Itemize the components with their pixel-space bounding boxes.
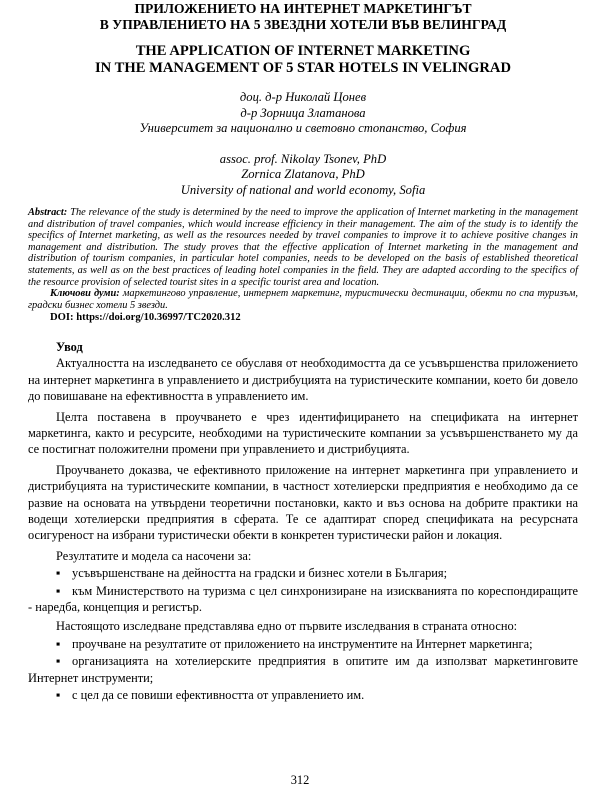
list-item-text: към Министерството на туризма с цел синхронизиране на изискванията по кореспондиращите - наредба, концепция и регистър. — [28, 583, 578, 615]
list-item-text: с цел да се повиши ефективността от управлението им. — [72, 688, 365, 703]
bullet-icon: ▪ — [56, 583, 61, 598]
keywords-label: Ключови думи: — [50, 288, 120, 300]
list-item-text: организацията на хотелиерските предприятия в опитите им да използват маркетинговите Интернет инструменти; — [28, 654, 578, 685]
authors-bulgarian — [28, 90, 578, 137]
affiliation-en: University of national and world economy, Sofia — [180, 182, 426, 197]
paragraph: Настоящото изследване представлява едно от първите изследвания в страната относно: — [56, 619, 518, 634]
list-item — [28, 653, 578, 686]
bullet-icon: ▪ — [56, 566, 61, 581]
paragraph: Актуалността на изследването се обуславя от необходимостта да се усъвършенства приложението на интернет маркетинга в управлението и дистрибуцията на туристическите компании, което би довело до повишаване на ефективността в управлението им. — [28, 356, 578, 404]
paragraph: Проучването доказва, че ефективното приложение на интернет маркетинга при управлението и дистрибуцията на туристическите компании, в частност хотелиерски предприятия е необходимо да се развие на основата на утвърдени теоретични постановки, както и въз основа на добрите практики на водещи хотелиерски предприятия в сферата. Те се адаптират според спецификата на ресурсната осигуреност на избрани туристически обекти в конкретен туристически район и локация. — [28, 462, 578, 543]
list-item-text: усъвършенстване на дейността на градски и бизнес хотели в България; — [72, 566, 448, 581]
title-bg-line-2: В УПРАВЛЕНИЕТО НА 5 ЗВЕЗДНИ ХОТЕЛИ ВЪВ ВЕЛИНГРАД — [99, 17, 507, 32]
author-en-2: Zornica Zlatanova, PhD — [241, 167, 365, 181]
bullet-icon: ▪ — [56, 636, 61, 651]
page-number: 312 — [290, 773, 310, 787]
section-title: Увод — [56, 340, 83, 355]
title-en-line-1: THE APPLICATION OF INTERNET MARKETING — [135, 43, 471, 59]
authors-english — [28, 152, 578, 199]
affiliation-bg: Университет за национално и световно стопанство, София — [139, 121, 467, 135]
keywords-text: маркетингово управление, интернет маркетинг, туристически дестинации, обекти по спа туризъм, градски бизнес хотели 5 звезди. — [28, 288, 578, 311]
title-bulgarian — [28, 1, 578, 33]
author-bg-1: доц. д-р Николай Цонев — [239, 90, 367, 104]
title-en-line-2: IN THE MANAGEMENT OF 5 STAR HOTELS IN VELINGRAD — [95, 60, 511, 76]
keywords — [28, 288, 578, 311]
bullet-icon: ▪ — [56, 654, 61, 669]
author-bg-2: д-р Зорница Златанова — [240, 105, 366, 120]
paragraph: Целта поставена в проучването е чрез идентифицирането на спецификата на интернет маркетинга, както и ресурсите, необходими на туристическите компании за усъвършенстването му да се постигнат положителни промени при управлението и дистрибуцията. — [28, 409, 578, 457]
abstract-label: Abstract: — [28, 207, 68, 218]
author-en-1: assoc. prof. Nikolay Tsonev, PhD — [219, 151, 387, 166]
list-item — [28, 583, 578, 616]
doi: DOI: https://doi.org/10.36997/TC2020.312 — [50, 312, 241, 324]
title-english — [28, 43, 578, 77]
abstract — [28, 207, 578, 288]
abstract-text: The relevance of the study is determined by the need to improve the application of Internet marketing in the management and distribution of travel companies, which would increase efficiency in their management. The aim of the study is to identify the specifics of Internet marketing, as well as the resources needed by travel companies to improve it to achieve positive changes in management and distribution. The study proves that the effective application of Internet marketing in the management and distribution of tourism companies, in particular hotel companies, needs to be developed on the basis of established theoretical statements, as well as on the best practices of leading hotel companies in the field. They are adapted according to the specifics of the resource provision of selected tourist sites in a specific tourist area and location. — [28, 207, 578, 288]
body-text — [28, 355, 578, 703]
title-bg-line-1: ПРИЛОЖЕНИЕТО НА ИНТЕРНЕТ МАРКЕТИНГЪТ — [134, 1, 472, 16]
list-item — [28, 636, 578, 652]
list-item — [28, 687, 578, 703]
list-item — [28, 565, 578, 581]
paper-page — [0, 1, 600, 801]
list-item-text: проучване на резултатите от приложението на инструментите на Интернет маркетинга; — [72, 636, 533, 651]
bullet-icon: ▪ — [56, 688, 61, 703]
paragraph: Резултатите и модела са насочени за: — [56, 548, 252, 563]
